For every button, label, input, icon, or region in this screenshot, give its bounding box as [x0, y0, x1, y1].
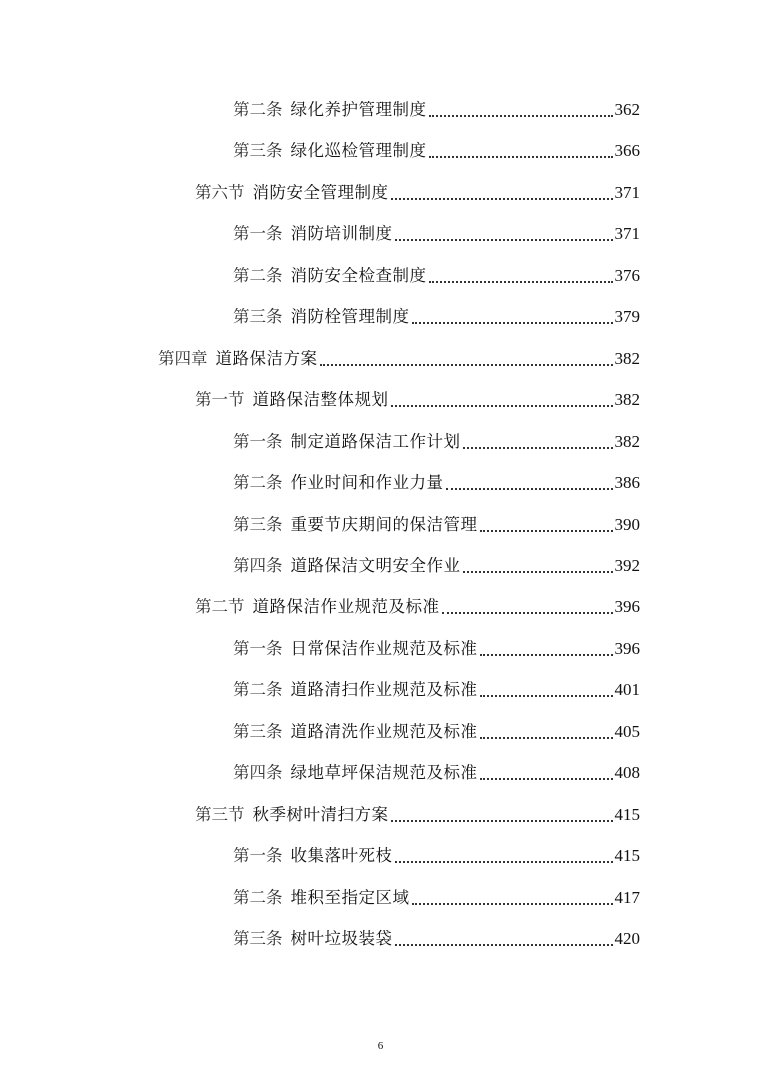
toc-entry[interactable]: [233, 305, 640, 329]
toc-entry-label: [233, 139, 427, 163]
toc-leader-dots: [391, 810, 613, 822]
toc-entry-number: 第二条: [233, 265, 283, 285]
toc-entry-title: 制定道路保洁工作计划: [290, 431, 461, 451]
toc-entry-number: 第四条: [233, 555, 283, 575]
toc-leader-dots: [395, 851, 613, 863]
toc-entry[interactable]: [195, 181, 640, 205]
toc-leader-dots: [391, 188, 613, 200]
toc-entry-number: 第二条: [233, 473, 283, 493]
toc-entry-title: 绿化巡检管理制度: [290, 141, 427, 161]
toc-entry-title: 绿化养护管理制度: [290, 100, 427, 119]
toc-leader-dots: [463, 437, 613, 449]
toc-entry-title: 消防安全检查制度: [290, 265, 427, 285]
toc-leader-dots: [412, 893, 613, 905]
toc-entry-page: 371: [614, 182, 640, 202]
toc-entry-number: 第六节: [195, 182, 245, 202]
toc-entry[interactable]: [233, 554, 640, 578]
toc-leader-dots: [480, 685, 613, 697]
toc-entry-page: 362: [614, 100, 640, 119]
toc-entry[interactable]: [233, 98, 640, 122]
toc-leader-dots: [480, 768, 613, 780]
toc-entry-title: 消防安全管理制度: [252, 182, 389, 202]
toc-entry-title: 作业时间和作业力量: [290, 473, 444, 493]
toc-entry-title: 道路保洁整体规划: [252, 390, 389, 410]
toc-entry[interactable]: [233, 222, 640, 246]
toc-entry-number: 第二条: [233, 100, 283, 119]
toc-entry-page: 417: [614, 887, 640, 907]
toc-entry[interactable]: [195, 388, 640, 412]
toc-entry-page: 382: [614, 348, 640, 368]
toc-leader-dots: [480, 520, 613, 532]
toc-entry-label: [233, 678, 478, 702]
toc-leader-dots: [395, 229, 613, 241]
toc-entry[interactable]: [195, 803, 640, 827]
toc-entry-label: [195, 803, 389, 827]
toc-entry-label: [233, 844, 393, 868]
toc-entry-label: [233, 513, 478, 537]
toc-leader-dots: [429, 105, 613, 117]
toc-entry-number: 第二条: [233, 680, 283, 700]
toc-entry-page: 415: [614, 804, 640, 824]
toc-entry-title: 日常保洁作业规范及标准: [290, 638, 478, 658]
toc-entry-title: 树叶垃圾装袋: [290, 929, 393, 948]
toc-entry-page: 379: [614, 307, 640, 327]
toc-entry-title: 道路清洗作业规范及标准: [290, 721, 478, 741]
toc-entry[interactable]: [233, 513, 640, 537]
toc-entry-number: 第三条: [233, 514, 283, 534]
toc-entry[interactable]: [158, 347, 640, 371]
toc-leader-dots: [442, 602, 613, 614]
toc-entry-number: 第一条: [233, 224, 283, 244]
toc-leader-dots: [429, 271, 613, 283]
toc-entry-page: 420: [614, 929, 640, 948]
toc-entry-number: 第四条: [233, 763, 283, 783]
toc-entry-number: 第三条: [233, 721, 283, 741]
toc-entry-title: 堆积至指定区域: [290, 887, 410, 907]
toc-entry-title: 消防培训制度: [290, 224, 393, 244]
toc-leader-dots: [395, 934, 613, 946]
toc-entry-page: 405: [614, 721, 640, 741]
toc-entry-label: [233, 637, 478, 661]
toc-entry-number: 第四章: [158, 348, 208, 368]
toc-entry-title: 道路保洁文明安全作业: [290, 555, 461, 575]
toc-entry-number: 第三条: [233, 141, 283, 161]
toc-entry-page: 396: [614, 597, 640, 617]
toc-entry-label: [233, 264, 427, 288]
toc-entry-number: 第一节: [195, 390, 245, 410]
toc-entry-label: [233, 305, 410, 329]
toc-entry-page: 396: [614, 638, 640, 658]
toc-entry-label: [233, 927, 393, 951]
toc-entry[interactable]: [233, 430, 640, 454]
toc-entry-title: 绿地草坪保洁规范及标准: [290, 763, 478, 783]
toc-entry[interactable]: [233, 471, 640, 495]
toc-entry-label: [233, 761, 478, 785]
toc-entry-number: 第三条: [233, 929, 283, 948]
toc-entry[interactable]: [195, 595, 640, 619]
toc-entry-label: [233, 720, 478, 744]
toc-entry-number: 第三条: [233, 307, 283, 327]
toc-entry-label: [195, 388, 389, 412]
toc-entry-page: 401: [614, 680, 640, 700]
toc-entry-label: [233, 886, 410, 910]
toc-entry[interactable]: [233, 637, 640, 661]
toc-entry-number: 第一条: [233, 638, 283, 658]
toc-entry-title: 重要节庆期间的保洁管理: [290, 514, 478, 534]
toc-entry-label: [195, 595, 440, 619]
toc-entry-title: 道路保洁作业规范及标准: [252, 597, 440, 617]
toc-leader-dots: [429, 146, 613, 158]
toc-leader-dots: [463, 561, 613, 573]
toc-entry[interactable]: [233, 720, 640, 744]
toc-entry-page: 408: [614, 763, 640, 783]
toc-entry-label: [233, 98, 427, 122]
toc-entry[interactable]: [233, 139, 640, 163]
toc-entry-label: [233, 471, 444, 495]
toc-entry-number: 第二条: [233, 887, 283, 907]
toc-entry-page: 371: [614, 224, 640, 244]
toc-entry-number: 第一条: [233, 431, 283, 451]
toc-entry-page: 415: [614, 846, 640, 866]
toc-entry[interactable]: [233, 678, 640, 702]
toc-entry-page: 366: [614, 141, 640, 161]
toc-entry-page: 376: [614, 265, 640, 285]
toc-entry-page: 390: [614, 514, 640, 534]
toc-entry-page: 386: [614, 473, 640, 493]
toc-entry-number: 第一条: [233, 846, 283, 866]
toc-leader-dots: [412, 312, 613, 324]
toc-entry-label: [233, 222, 393, 246]
toc-leader-dots: [446, 478, 613, 490]
toc-entry-label: [233, 554, 461, 578]
toc-entry[interactable]: [233, 264, 640, 288]
toc-entry-title: 秋季树叶清扫方案: [252, 804, 389, 824]
toc-entry-label: [195, 181, 389, 205]
toc-leader-dots: [480, 644, 613, 656]
toc-entry-number: 第二节: [195, 597, 245, 617]
toc-entry-label: [233, 430, 461, 454]
toc-entry[interactable]: [233, 844, 640, 868]
toc-entry[interactable]: [233, 927, 640, 951]
toc-entry-label: [158, 347, 318, 371]
toc-entry-number: 第三节: [195, 804, 245, 824]
toc-leader-dots: [320, 354, 613, 366]
toc-leader-dots: [391, 395, 613, 407]
toc-entry-page: 382: [614, 431, 640, 451]
toc-leader-dots: [480, 727, 613, 739]
toc-entry-title: 消防栓管理制度: [290, 307, 410, 327]
toc-entry-title: 道路保洁方案: [215, 348, 318, 368]
toc-entry-page: 392: [614, 555, 640, 575]
toc-entry[interactable]: [233, 761, 640, 785]
page-number: 6: [377, 1040, 384, 1052]
toc-entry[interactable]: [233, 886, 640, 910]
toc-entry-title: 收集落叶死枝: [290, 846, 393, 866]
toc-entry-title: 道路清扫作业规范及标准: [290, 680, 478, 700]
toc-entry-page: 382: [614, 390, 640, 410]
